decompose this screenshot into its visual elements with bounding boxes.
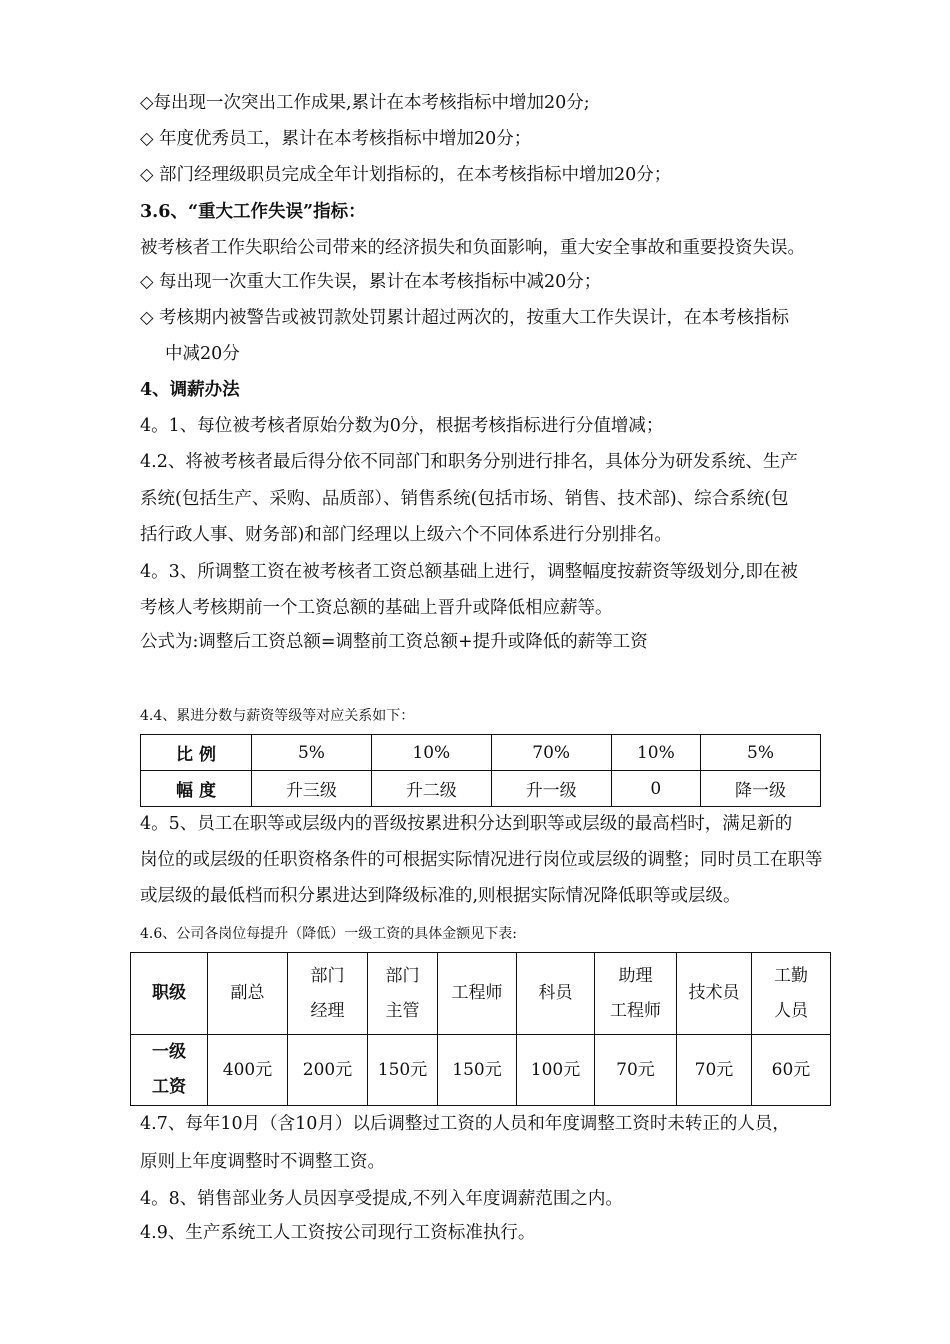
table-cell: 0 <box>611 771 700 807</box>
table-cell: 400元 <box>208 1035 288 1106</box>
caption-4-4: 4.4、累进分数与薪资等级等对应关系如下： <box>140 708 415 724</box>
bonus-item-excellent-employee: ◇ 年度优秀员工，累计在本考核指标中增加20分； <box>140 129 532 149</box>
table-cell: 5% <box>252 735 372 771</box>
table-header-cell: 科员 <box>517 953 595 1035</box>
table-header-cell: 部门 主管 <box>368 953 438 1035</box>
paragraph-4-9: 4.9、生产系统工人工资按公司现行工资标准执行。 <box>140 1223 536 1243</box>
penalty-item-warnings: ◇ 考核期内被警告或被罚款处罚累计超过两次的，按重大工作失误计，在本考核指标 <box>140 308 790 328</box>
table-cell: 60元 <box>752 1035 831 1106</box>
table-cell: 升三级 <box>252 771 372 807</box>
paragraph-4-1: 4。1、每位被考核者原始分数为0分，根据考核指标进行分值增减； <box>140 416 664 436</box>
table-header-cell: 助理 工程师 <box>595 953 677 1035</box>
table-cell: 升二级 <box>371 771 491 807</box>
table-cell: 5% <box>701 735 821 771</box>
table-header-cell: 工程师 <box>438 953 517 1035</box>
table-cell-label: 比 例 <box>141 735 252 771</box>
penalty-item-major-mistake: ◇ 每出现一次重大工作失误，累计在本考核指标中减20分； <box>140 272 602 292</box>
table-header-cell: 副总 <box>208 953 288 1035</box>
table-cell: 升一级 <box>491 771 611 807</box>
table-header-cell: 部门 经理 <box>288 953 368 1035</box>
paragraph-4-8: 4。8、销售部业务人员因享受提成,不列入年度调薪范围之内。 <box>140 1189 623 1209</box>
paragraph-4-3-line1: 4。3、所调整工资在被考核者工资总额基础上进行，调整幅度按薪资等级划分,即在被 <box>140 562 798 582</box>
paragraph-4-5-line3: 或层级的最低档而积分累进达到降级标准的,则根据实际情况降低职等或层级。 <box>140 886 741 906</box>
ratio-grade-table <box>140 734 821 807</box>
table-cell: 降一级 <box>701 771 821 807</box>
paragraph-4-7-line1: 4.7、每年10月（含10月）以后调整过工资的人员和年度调整工资时未转正的人员， <box>140 1114 790 1134</box>
section-heading-4: 4、调薪办法 <box>140 380 240 400</box>
table-cell: 10% <box>371 735 491 771</box>
table-header-cell: 技术员 <box>677 953 752 1035</box>
table-cell: 70% <box>491 735 611 771</box>
bonus-item-manager-plan: ◇ 部门经理级职员完成全年计划指标的，在本考核指标中增加20分； <box>140 165 672 185</box>
table-cell: 100元 <box>517 1035 595 1106</box>
penalty-item-warnings-cont: 中减20分 <box>165 344 240 364</box>
table-cell: 200元 <box>288 1035 368 1106</box>
paragraph-4-5-line2: 岗位的或层级的任职资格条件的可根据实际情况进行岗位或层级的调整；同时员工在职等 <box>140 850 823 870</box>
paragraph-4-5-line1: 4。5、员工在职等或层级内的晋级按累进积分达到职等或层级的最高档时，满足新的 <box>140 814 793 834</box>
paragraph-4-7-line2: 原则上年度调整时不调整工资。 <box>140 1152 385 1172</box>
table-row <box>141 771 821 807</box>
paragraph-4-2-line3: 括行政人事、财务部)和部门经理以上级六个不同体系进行分别排名。 <box>140 525 672 545</box>
table-cell: 10% <box>611 735 700 771</box>
caption-4-6: 4.6、公司各岗位每提升（降低）一级工资的具体金额见下表: <box>140 926 517 942</box>
paragraph-4-3-line2: 考核人考核期前一个工资总额的基础上晋升或降低相应薪等。 <box>140 598 613 618</box>
grade-salary-table <box>130 952 831 1106</box>
table-header-cell: 工勤 人员 <box>752 953 831 1035</box>
table-row <box>141 735 821 771</box>
table-cell: 150元 <box>438 1035 517 1106</box>
paragraph-4-2-line2: 系统(包括生产、采购、品质部）、销售系统(包括市场、销售、技术部)、综合系统(包 <box>140 489 789 509</box>
paragraph-4-2-line1: 4.2、将被考核者最后得分依不同部门和职务分别进行排名，具体分为研发系统、生产 <box>140 452 798 472</box>
bonus-item-outstanding: ◇每出现一次突出工作成果,累计在本考核指标中增加20分; <box>140 93 590 113</box>
table-cell-label: 幅 度 <box>141 771 252 807</box>
table-cell: 70元 <box>595 1035 677 1106</box>
table-row <box>131 953 831 1035</box>
table-cell-label: 一级 工资 <box>131 1035 208 1106</box>
section-heading-3-6: 3.6、“重大工作失误”指标： <box>140 202 366 222</box>
formula-line: 公式为:调整后工资总额=调整前工资总额+提升或降低的薪等工资 <box>140 632 648 652</box>
table-cell: 150元 <box>368 1035 438 1106</box>
table-header-cell: 职级 <box>131 953 208 1035</box>
table-cell: 70元 <box>677 1035 752 1106</box>
table-row <box>131 1035 831 1106</box>
paragraph-major-mistake-definition: 被考核者工作失职给公司带来的经济损失和负面影响，重大安全事故和重要投资失误。 <box>140 238 805 258</box>
